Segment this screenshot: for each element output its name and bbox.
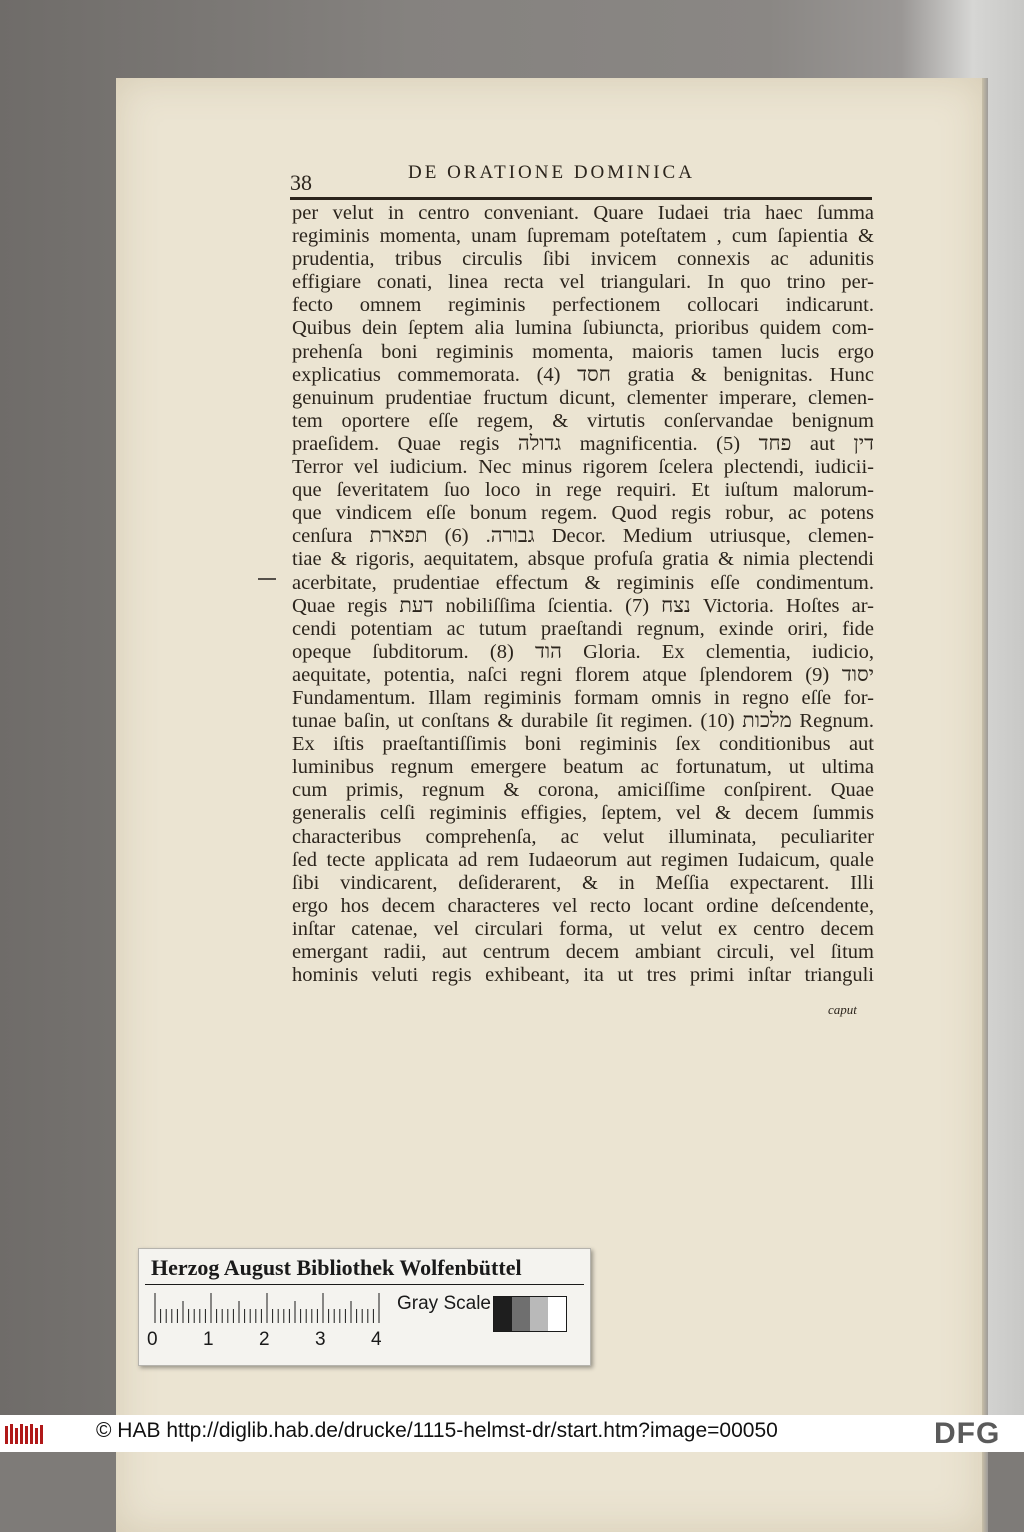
text-line: regiminis momenta, unam ſupremam poteſtatem , cum ſapientia & [292,225,874,248]
text-line: explicatius commemorata. (4) חסד gratia & benignitas. Hunc [292,363,874,386]
ruler-number: 2 [259,1329,270,1350]
text-line: generalis celſi regiminis effigies, ſeptem, vel & decem ſummis [292,802,874,825]
text-line: prehenſa boni regiminis momenta, maioris tamen lucis ergo [292,340,874,363]
text-line: praeſidem. Quae regis גדולה magnificentia. (5) פחד aut דין [292,432,875,455]
hab-logo-icon [4,1422,46,1446]
text-line: emergant radii, aut centrum decem ambiant circuli, vel ſitum [292,941,874,963]
gray-scale-swatch [493,1296,567,1332]
catchword: caput [828,1002,857,1017]
text-line: Fundamentum. Illam regiminis formam omnis in regno eſſe for- [292,686,874,709]
text-line: hominis veluti regis exhibeant, ita ut tres primi inſtar trianguli [292,964,874,987]
text-line: Quibus dein ſeptem alia lumina ſubiuncta, prioribus quidem com- [292,317,874,340]
text-line: genuinum prudentiae fructum dicunt, clementer imperare, clemen- [292,386,874,409]
running-title: DE ORATIONE DOMINICA [408,162,695,183]
library-label-card [138,1248,591,1366]
text-line: Ex iſtis praeſtantiſſimis boni regiminis ſex conditionibus aut [292,733,874,756]
text-line: cendi potentiam ac tutum praeſtandi regnum, exinde oriri, fide [292,617,874,640]
text-line: ſibi vindicarent, deſiderarent, & in Meſſia expectarent. Illi [292,871,874,894]
text-line: cum primis, regnum & corona, amiciſſime conſpirent. Quae [292,779,874,802]
ruler-icon [153,1293,383,1323]
text-line: prudentia, tribus circulis ſibi invicem connexis ac adunitis [292,248,874,271]
text-line: Terror vel iudicium. Nec minus rigorem ſcelera plectendi, iudicii- [292,456,874,479]
text-line: ergo hos decem characteres vel recto locant ordine deſcendente, [292,894,874,917]
gray-swatch [494,1297,512,1331]
text-line: cenſura גבורה. (6) תפארת Decor. Medium utriusque, clemen- [292,525,874,548]
ruler-number: 1 [203,1329,214,1350]
margin-mark [258,578,276,580]
text-line: inſtar catenae, vel circulari forma, ut velut ex centro decem [292,917,874,940]
text-line: acerbitate, prudentiae effectum & regiminis eſſe condimentum. [292,571,874,594]
text-line: luminibus regnum emergere beatum ac fortunatum, ut ultima [292,756,874,779]
page-header [290,156,870,196]
text-line: Quae regis דעת nobiliſſima ſcientia. (7) נצח Victoria. Hoſtes ar- [292,594,874,617]
text-line: fecto omnem regiminis perfectionem collocari indicarunt. [292,294,874,317]
ruler-number: 4 [371,1329,382,1350]
dfg-logo: DFG [934,1417,1001,1450]
gray-scale-label: Gray Scale [397,1293,491,1314]
text-line: que vindicem eſſe bonum regem. Quod regis robur, ac potens [292,502,874,525]
ruler-number: 3 [315,1329,326,1350]
page-edge [982,78,988,1532]
source-link[interactable]: © HAB http://diglib.hab.de/drucke/1115-helmst-dr/start.htm?image=00050 [96,1419,778,1442]
viewer-footer [0,1415,1024,1452]
body-text [292,202,874,987]
text-line: effigiare conati, linea recta vel triangulari. In quo trino per- [292,271,874,294]
ruler-number: 0 [147,1329,158,1350]
text-line: ſed tecte applicata ad rem Iudaeorum aut regimen Iudaicum, quale [292,848,874,871]
text-line: tunae baſin, ut conſtans & durabile ſit regimen. (10) מלכות Regnum. [292,710,874,733]
page-number: 38 [290,170,312,195]
text-line: tem oportere eſſe regem, & virtutis conſervandae benignum [292,409,874,432]
gray-swatch [530,1297,548,1331]
text-line: per velut in centro conveniant. Quare Iudaei tria haec ſumma [292,202,874,224]
library-name: Herzog August Bibliothek Wolfenbüttel [151,1255,522,1280]
gray-swatch [512,1297,530,1331]
label-divider [145,1284,584,1285]
gray-swatch [548,1297,566,1331]
text-line: opeque ſubditorum. (8) הוד Gloria. Ex clementia, iudicio, [292,640,874,663]
text-line: aequitate, potentia, naſci regni florem atque ſplendorem (9) יסוד [292,663,874,686]
text-line: que ſeveritatem ſuo loco in rege requiri. Et iuſtum malorum- [292,479,874,502]
text-line: tiae & rigoris, aequitatem, absque profuſa gratia & nimia plectendi [292,548,874,571]
text-line: characteribus comprehenſa, ac velut illuminata, peculiariter [292,825,874,848]
